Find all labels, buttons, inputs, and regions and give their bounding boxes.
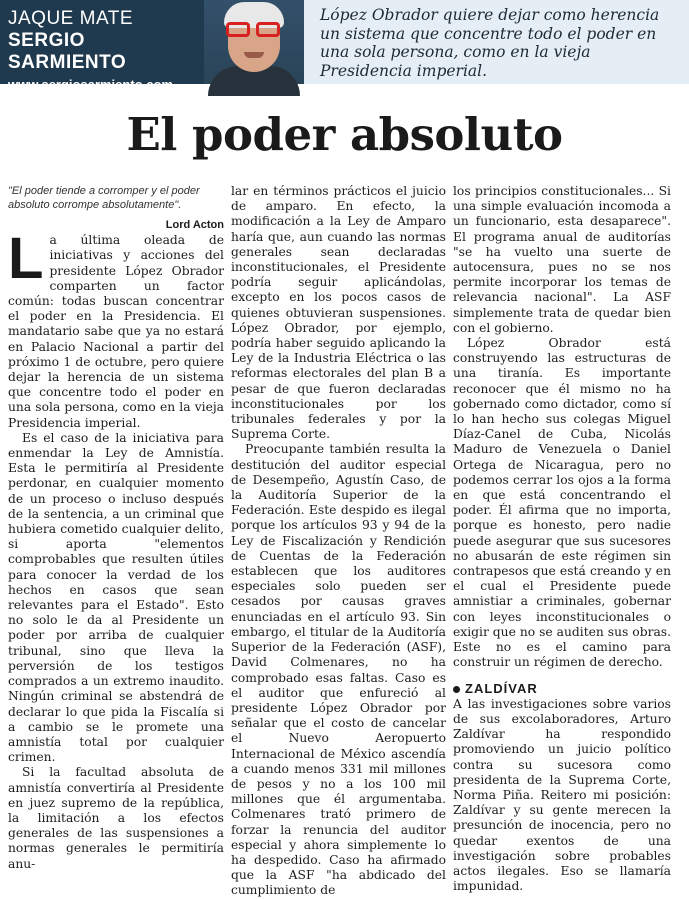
paragraph-5: López Obrador está construyendo las estructuras de una tiranía. Es importante reconocer que él mismo no ha gobernado como dictador, como sí lo han hecho sus colegas Miguel Díaz-Canel de Cuba, Nicolás Maduro de Venezuela o Daniel Ortega de Nicaragua, pero no podemos cerrar los ojos a la forma en que está concentrando el poder. Él afirma que no importa, porque es honesto, pero nadie puede asegurar que sus sucesores no abusarán de este régimen sin contrapesos que está creando y en el cual el Presidente puede amnistiar a criminales, gobernar con leyes inconstitucionales o exigir que no se auditen sus obras. Este no es el camino para construir un régimen de derecho. <box>453 336 671 670</box>
paragraph-1-text: a última oleada de iniciativas y acciones del presidente López Obrador comparten un factor común: todas buscan concentrar el poder en la Presidencia. El mandatario sabe que ya no estará en Palacio Nacional a partir del próximo 1 de octubre, pero quiere dejar la herencia de un sistema que concentre todo el poder en una sola persona, como en la vieja Presidencia imperial. <box>8 233 224 430</box>
author-name: SERGIO SARMIENTO <box>8 30 127 73</box>
article-headline: El poder absoluto <box>126 108 563 161</box>
paragraph-3-start: Si la facultad absoluta de amnistía convertiría al Presidente en juez supremo de la república, la limitación a los efectos generales de las suspensiones a normas generales le permitiría anu- <box>8 765 224 871</box>
section-heading-text: ZALDÍVAR <box>465 680 538 696</box>
paragraph-6: A las investigaciones sobre varios de sus excolaboradores, Arturo Zaldívar ha respondido promoviendo un juicio político contra su sucesora como presidenta de la Suprema Corte, Norma Piña. Reitero mi posición: Zaldívar y su gente merecen la presunción de inocencia, pero no quedar exentos de una investigación sobre probables actos ilegales. Eso se llamaría impunidad. <box>453 696 671 894</box>
paragraph-2: Es el caso de la iniciativa para enmendar la Ley de Amnistía. Esta le permitiría al Presidente perdonar, en cualquier momento de un proceso o incluso después de la sentencia, a un criminal que hubiera cometido cualquier delito, si aporta "elementos comprobables que resulten útiles para conocer la verdad de los hechos en casos que sean relevantes para el Estado". Esto no solo le da al Presidente un poder por arriba de cualquier tribunal, sino que lleva la perversión de los testigos comprados a un extremo inaudito. Ningún criminal se abstendrá de declarar lo que pida la Fiscalía si a cambio se le promete una amnistía total por cualquier crimen. <box>8 430 224 765</box>
paragraph-4-end: los principios constitucionales... Si una simple evaluación incomoda a un funcionario, esta desaparece". El programa anual de auditorías "se ha vuelto una suerte de autocensura, pues no se nos permite incorporar los temas de relevancia nacional". La ASF simplemente trata de quedar bien con el gobierno. <box>453 184 671 335</box>
section-heading <box>453 681 671 696</box>
drop-cap: L <box>8 226 44 292</box>
glasses-icon <box>256 22 280 37</box>
epigraph-author: Lord Acton <box>165 219 224 231</box>
column-name: JAQUE MATE <box>8 8 133 29</box>
author-photo <box>204 0 304 84</box>
paragraph-4-start: Preocupante también resulta la destitución del auditor especial de Desempeño, Agustín Caso, de la Auditoría Superior de la Federación. Este despido es ilegal porque los artículos 93 y 94 de la Ley de Fiscalización y Rendición de Cuentas de la Federación establecen que los auditores especiales solo pueden ser cesados por causas graves enunciadas en el artículo 93. Sin embargo, el titular de la Auditoría Superior de la Federación (ASF), David Colmenares, no ha comprobado esas faltas. Caso es el auditor que enfureció al presidente López Obrador por señalar que el costo de cancelar el Nuevo Aeropuerto Internacional de México ascendía a cuando menos 331 mil millones de pesos y no a los 100 mil millones que él argumentaba. Colmenares trató primero de forzar la renuncia del auditor especial y ahora simplemente lo ha despedido. Caso ha afirmado que la ASF "ha abdicado del cumplimiento de <box>231 442 446 898</box>
bullet-icon <box>453 686 460 693</box>
column-banner <box>0 0 689 92</box>
epigraph-quote: "El poder tiende a corromper y el poder absoluto corrompe absolutamente". <box>8 185 200 211</box>
glasses-icon <box>226 22 250 37</box>
author-website: www.sergiosarmiento.com <box>8 77 173 92</box>
article-dek: López Obrador quiere dejar como herencia un sistema que concentre todo el poder en una sola persona, como en la vieja Presidencia imperial. <box>320 6 660 80</box>
text-column-3 <box>453 184 671 894</box>
author-photo-mouth <box>244 52 264 58</box>
paragraph-3-end: lar en términos prácticos el juicio de amparo. En efecto, la modificación a la Ley de Amparo haría que, aun cuando las normas generales sean declaradas inconstitucionales, el Presidente podría seguir aplicándolas, excepto en los pocos casos de quienes obtuvieran suspensiones. López Obrador, por ejemplo, podría haber seguido aplicando la Ley de la Industria Eléctrica o las reformas electorales del plan B a pesar de que fueron declaradas inconstitucionales por los tribunales federales y por la Suprema Corte. <box>231 184 446 442</box>
text-column-1 <box>8 184 224 872</box>
column-branding <box>0 0 204 92</box>
dek-panel <box>304 0 689 84</box>
text-column-2 <box>231 184 446 899</box>
paragraph-1 <box>8 226 224 431</box>
